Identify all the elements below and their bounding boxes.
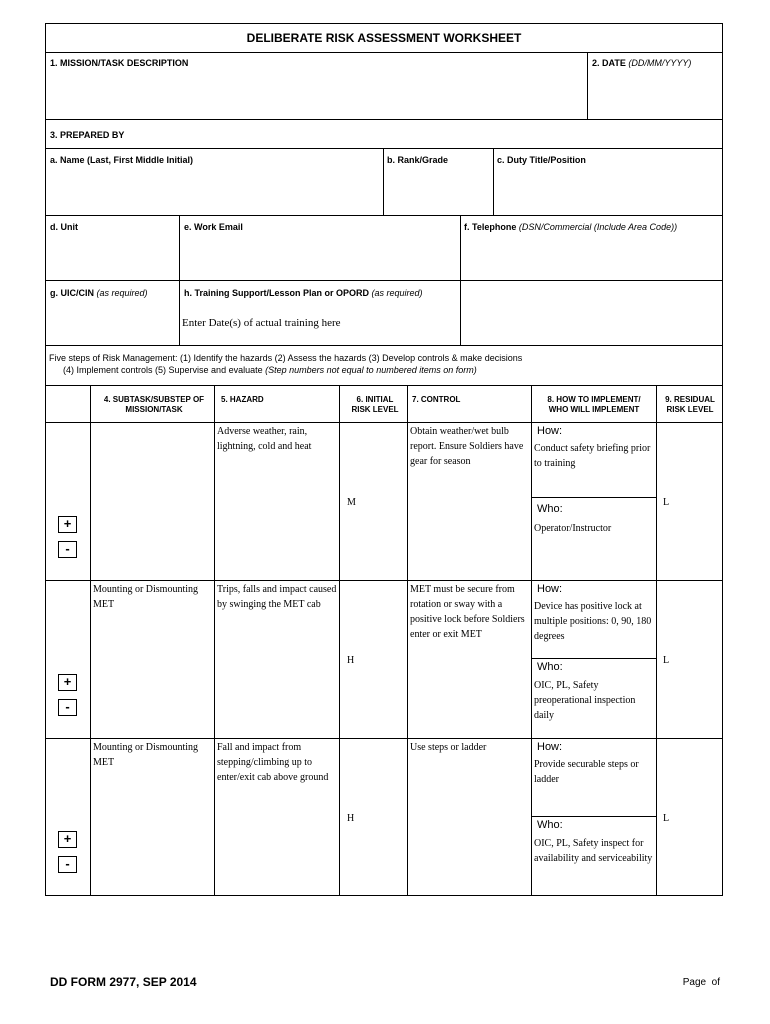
training-support-label: h. Training Support/Lesson Plan or OPORD (as required) xyxy=(184,288,423,298)
work-email-label: e. Work Email xyxy=(184,222,243,232)
name-field[interactable] xyxy=(47,170,381,214)
col-how-implement-header: 8. HOW TO IMPLEMENT/ WHO WILL IMPLEMENT xyxy=(547,395,641,414)
control-cell[interactable]: Obtain weather/wet bulb report. Ensure Soldiers have gear for season xyxy=(410,426,524,467)
col-control-header: 7. CONTROL xyxy=(412,395,461,404)
how-cell[interactable]: Device has positive lock at multiple positions: 0, 90, 180 degrees xyxy=(534,601,652,642)
add-row-button[interactable]: + xyxy=(58,674,77,691)
col-initial-risk-header: 6. INITIAL RISK LEVEL xyxy=(351,395,399,414)
control-cell[interactable]: MET must be secure from rotation or sway with a positive lock before Soldiers enter or exit MET xyxy=(410,584,525,640)
col-residual-risk-header: 9. RESIDUAL RISK LEVEL xyxy=(665,395,715,414)
rank-label: b. Rank/Grade xyxy=(387,155,449,165)
form-number: DD FORM 2977, SEP 2014 xyxy=(50,975,197,989)
how-label: How: xyxy=(537,741,563,753)
residual-risk-cell[interactable]: L xyxy=(663,497,670,508)
who-label: Who: xyxy=(537,819,563,831)
who-label: Who: xyxy=(537,503,563,515)
subtask-cell[interactable]: Mounting or Dismounting MET xyxy=(93,742,199,768)
page-number: Page of xyxy=(682,977,720,988)
add-row-button[interactable]: + xyxy=(58,831,77,848)
five-steps-line2: (4) Implement controls (5) Supervise and evaluate (Step numbers not equal to numbered items on form) xyxy=(63,365,477,375)
how-label: How: xyxy=(537,583,563,595)
subtask-cell[interactable]: Mounting or Dismounting MET xyxy=(93,584,199,610)
uic-label: g. UIC/CIN (as required) xyxy=(50,288,148,298)
uic-field[interactable] xyxy=(47,302,177,343)
control-cell[interactable]: Use steps or ladder xyxy=(410,742,487,753)
initial-risk-cell[interactable]: M xyxy=(347,497,356,508)
training-support-field[interactable]: Enter Date(s) of actual training here xyxy=(182,317,341,329)
telephone-label: f. Telephone (DSN/Commercial (Include Area Code)) xyxy=(464,222,678,232)
residual-risk-cell[interactable]: L xyxy=(663,655,670,666)
five-steps-line1: Five steps of Risk Management: (1) Identify the hazards (2) Assess the hazards (3) Develop controls & make decisions xyxy=(49,353,523,363)
who-label: Who: xyxy=(537,661,563,673)
form-title: DELIBERATE RISK ASSESSMENT WORKSHEET xyxy=(246,31,522,45)
how-label: How: xyxy=(537,425,563,437)
duty-title-field[interactable] xyxy=(495,170,721,214)
date-label: 2. DATE (DD/MM/YYYY) xyxy=(592,58,692,68)
initial-risk-cell[interactable]: H xyxy=(347,655,355,666)
add-row-button[interactable]: + xyxy=(58,516,77,533)
remove-row-button[interactable]: - xyxy=(58,856,77,873)
who-cell[interactable]: Operator/Instructor xyxy=(534,523,612,534)
col-subtask-header: 4. SUBTASK/SUBSTEP OF MISSION/TASK xyxy=(103,395,205,414)
who-cell[interactable]: OIC, PL, Safety inspect for availability and serviceability xyxy=(534,838,653,864)
mission-task-label: 1. MISSION/TASK DESCRIPTION xyxy=(50,58,189,68)
remove-row-button[interactable]: - xyxy=(58,541,77,558)
hazard-cell[interactable]: Trips, falls and impact caused by swinging the MET cab xyxy=(217,584,337,610)
rank-field[interactable] xyxy=(385,170,491,214)
name-label: a. Name (Last, First Middle Initial) xyxy=(50,155,194,165)
how-cell[interactable]: Provide securable steps or ladder xyxy=(534,759,639,785)
remove-row-button[interactable]: - xyxy=(58,699,77,716)
mission-task-field[interactable] xyxy=(47,70,585,117)
telephone-field[interactable] xyxy=(462,236,721,278)
hazard-cell[interactable]: Fall and impact from stepping/climbing up to enter/exit cab above ground xyxy=(217,742,329,783)
col-hazard-header: 5. HAZARD xyxy=(221,395,264,404)
work-email-field[interactable] xyxy=(181,236,458,278)
unit-label: d. Unit xyxy=(50,222,78,232)
date-field[interactable] xyxy=(589,70,721,117)
initial-risk-cell[interactable]: H xyxy=(347,813,355,824)
how-cell[interactable]: Conduct safety briefing prior to training xyxy=(534,443,651,469)
who-cell[interactable]: OIC, PL, Safety preoperational inspection daily xyxy=(534,680,636,721)
hazard-cell[interactable]: Adverse weather, rain, lightning, cold and heat xyxy=(217,426,312,452)
unit-field[interactable] xyxy=(47,236,177,278)
duty-title-label: c. Duty Title/Position xyxy=(497,155,586,165)
prepared-by-label: 3. PREPARED BY xyxy=(50,130,125,140)
residual-risk-cell[interactable]: L xyxy=(663,813,670,824)
